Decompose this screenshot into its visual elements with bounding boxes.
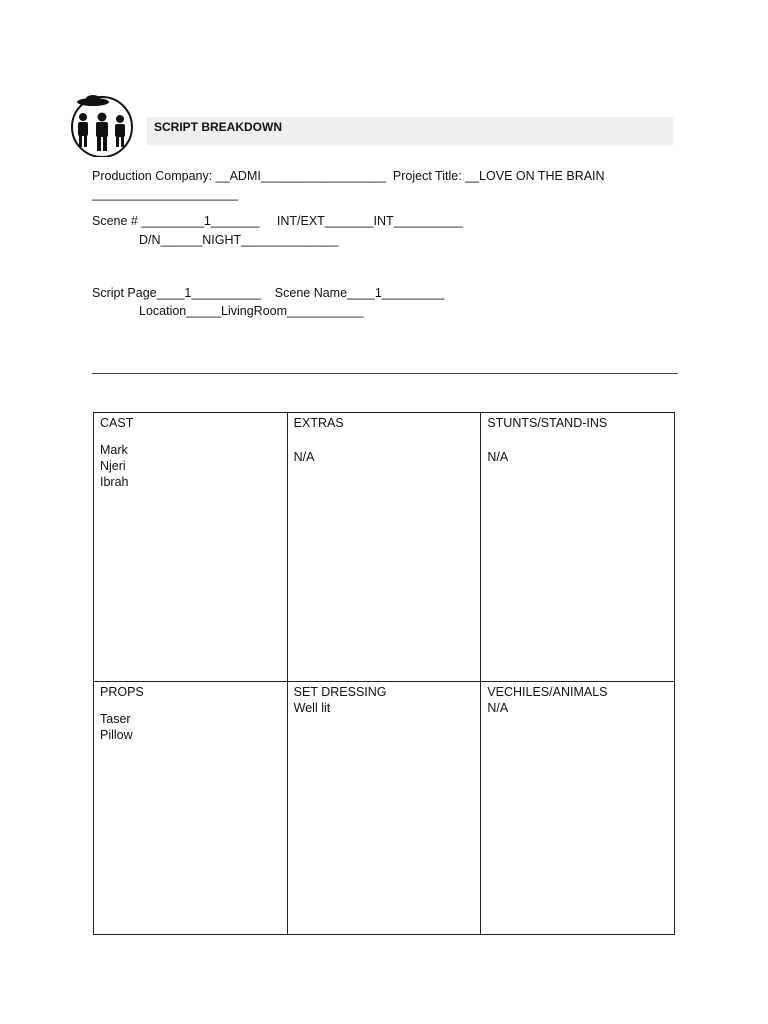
- set-dressing-list: Well lit: [293, 701, 331, 715]
- extras-label: EXTRAS: [293, 416, 344, 430]
- day-night-line: D/N______NIGHT______________: [139, 233, 339, 247]
- vehicles-list: N/A: [487, 701, 509, 715]
- scene-number-line: Scene # _________1_______ INT/EXT_______INT__________: [92, 214, 464, 228]
- location-line: Location_____LivingRoom___________: [139, 304, 364, 318]
- extras-list: N/A: [293, 450, 315, 464]
- stunts-list: N/A: [487, 450, 509, 464]
- vehicles-label: VECHILES/ANIMALS: [487, 685, 608, 699]
- script-page-line: Script Page____1__________ Scene Name____1_________: [92, 286, 445, 300]
- cast-cell: [94, 413, 288, 682]
- set-dressing-cell: [287, 682, 481, 935]
- breakdown-grid: [93, 412, 675, 935]
- production-company-line: Production Company: __ADMI__________________ Project Title: __LOVE ON THE BRAIN: [92, 169, 605, 183]
- title-bar: [147, 117, 673, 145]
- cast-label: CAST: [100, 416, 134, 430]
- production-logo-icon: [69, 93, 137, 157]
- project-title-continuation: _____________________: [92, 187, 238, 201]
- vehicles-cell: [481, 682, 675, 935]
- cast-list: Mark Njeri Ibrah: [100, 443, 129, 489]
- section-divider: [92, 373, 678, 374]
- props-cell: [94, 682, 288, 935]
- set-dressing-label: SET DRESSING: [293, 685, 387, 699]
- props-list: Taser Pillow: [100, 712, 133, 742]
- extras-cell: [287, 413, 481, 682]
- stunts-cell: [481, 413, 675, 682]
- stunts-label: STUNTS/STAND-INS: [487, 416, 608, 430]
- page-title: SCRIPT BREAKDOWN: [154, 120, 282, 134]
- props-label: PROPS: [100, 685, 144, 699]
